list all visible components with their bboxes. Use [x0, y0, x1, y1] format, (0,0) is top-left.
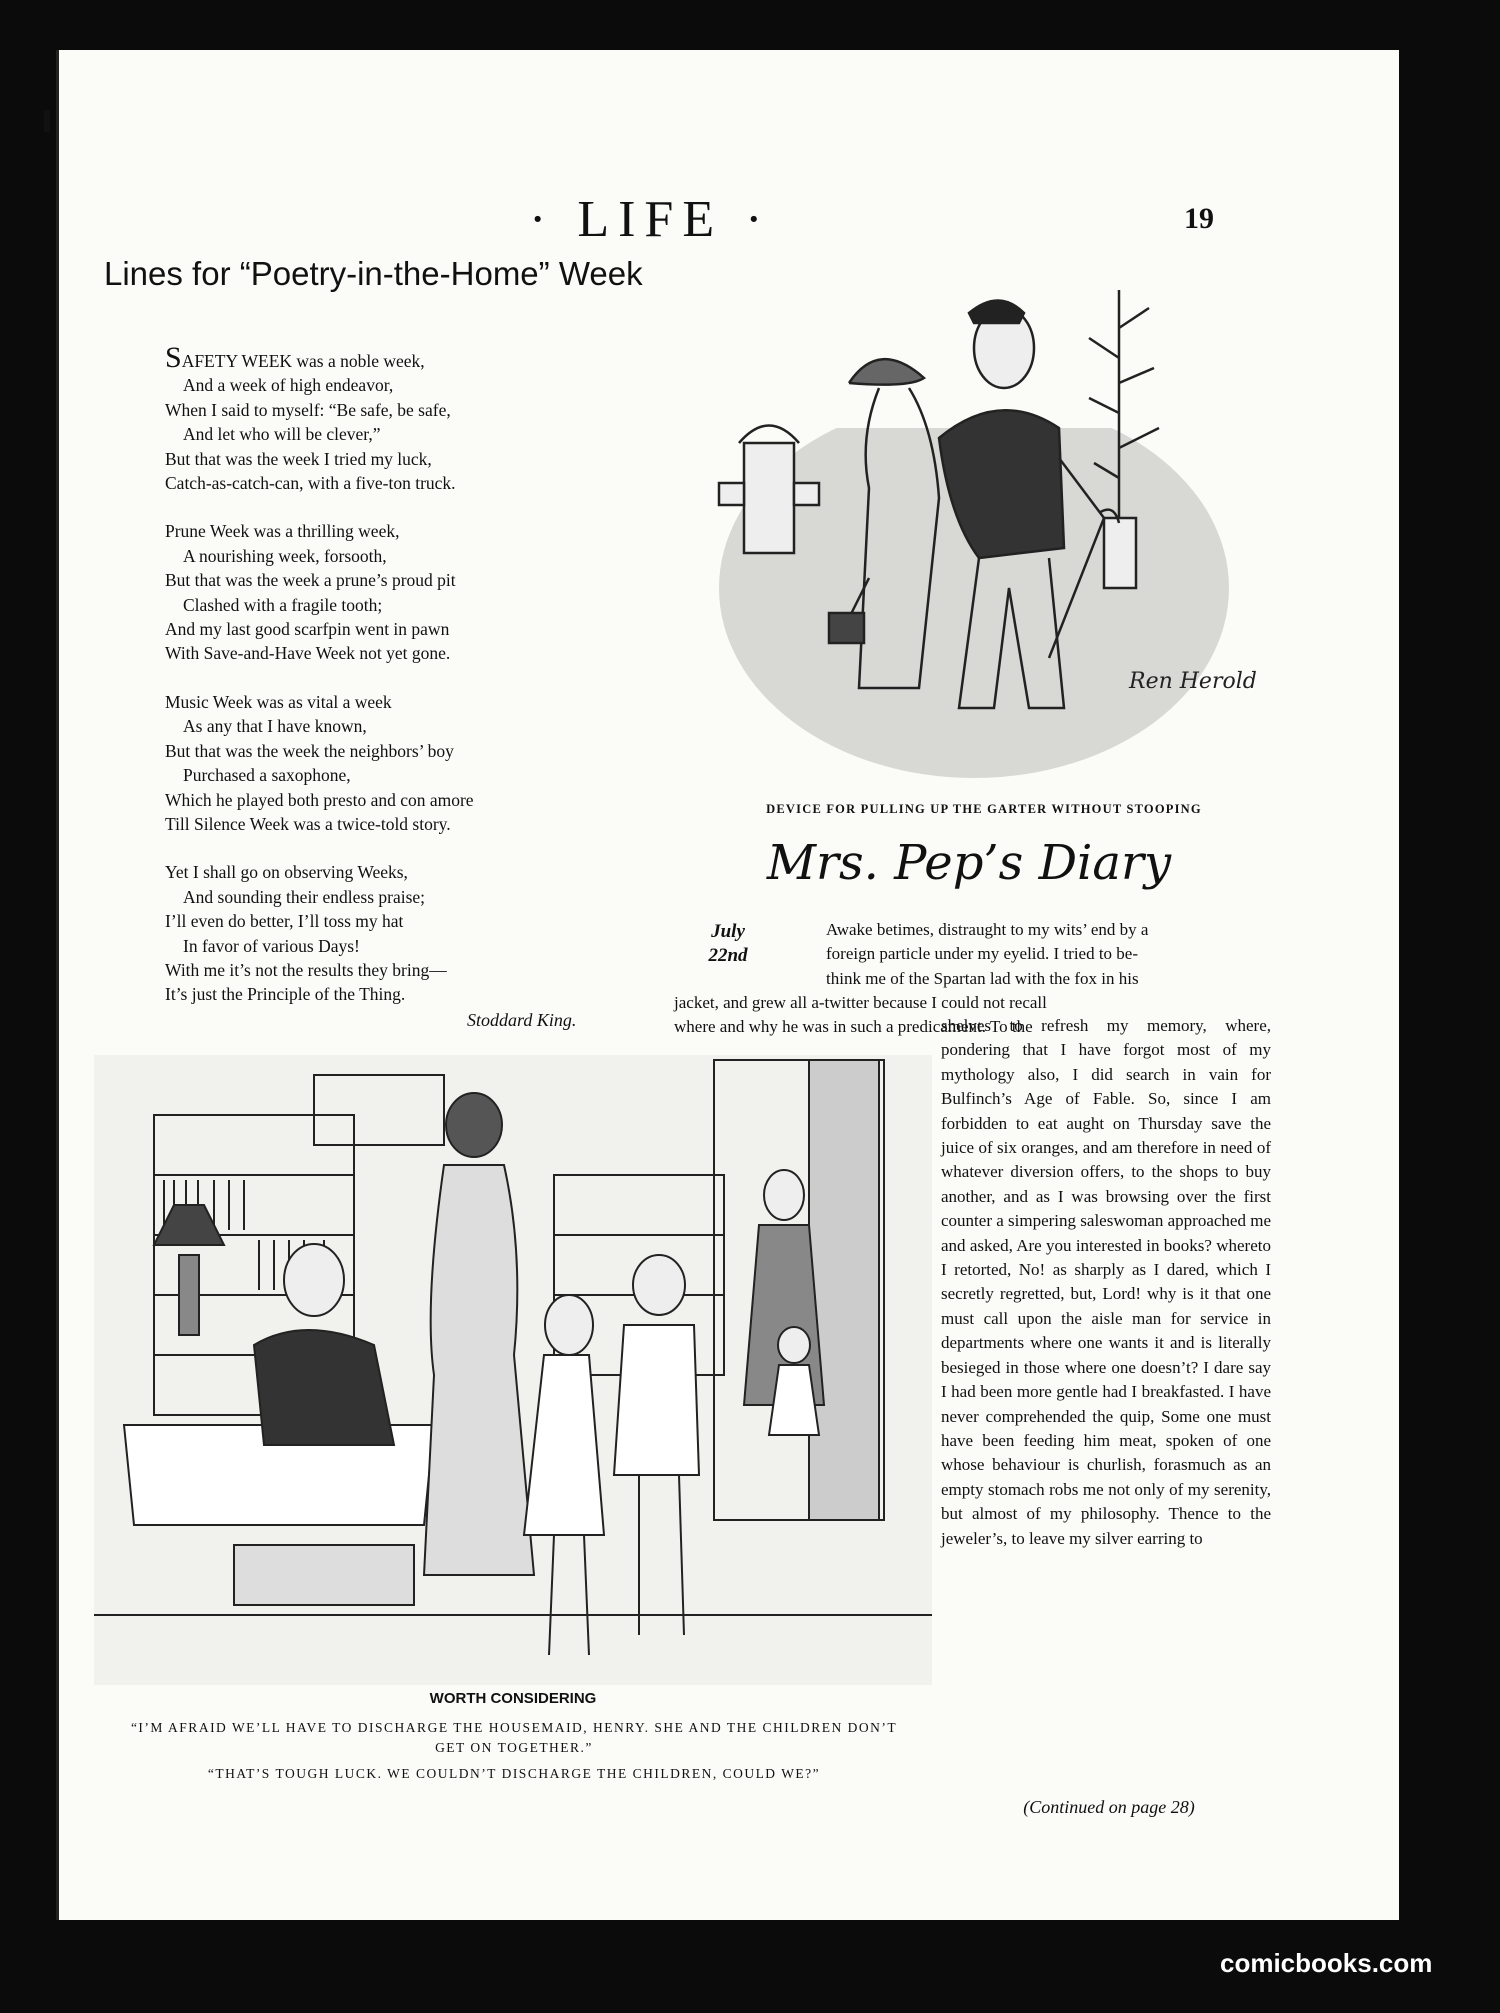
binding-mark — [44, 110, 50, 132]
poem-line: I’ll even do better, I’ll toss my hat — [165, 911, 404, 932]
continued-note: (Continued on page 28) — [1023, 1797, 1195, 1817]
poem-line: But that was the week a prune’s proud pit — [165, 570, 456, 591]
family-cartoon-illustration — [94, 1055, 932, 1685]
bottom-cartoon-caption — [114, 1718, 914, 1790]
poem-line: As any that I have known, — [183, 716, 367, 737]
stanza — [165, 341, 685, 495]
poem-line: But that was the week the neighbors’ boy — [165, 740, 454, 761]
poem-line: It’s just the Principle of the Thing. — [165, 984, 406, 1005]
caption-line: “I’M AFRAID WE’LL HAVE TO DISCHARGE THE HOUSEMAID, HENRY. SHE AND THE CHILDREN DON’T GET ON TOGETHER.” — [130, 1720, 898, 1755]
poem-line: A nourishing week, forsooth, — [183, 545, 387, 566]
stanza — [165, 690, 685, 836]
poem-line: With me it’s not the results they bring— — [165, 959, 447, 980]
diary-line: Awake betimes, distraught to my wits’ end by a — [826, 920, 1149, 939]
date-month: July — [711, 921, 745, 942]
poem-line: Prune Week was a thrilling week, — [165, 521, 400, 542]
poem-title: Lines for “Poetry-in-the-Home” Week — [104, 255, 643, 292]
poem-line: Purchased a saxophone, — [183, 765, 351, 786]
stanza — [165, 860, 685, 1006]
poem-line: But that was the week I tried my luck, — [165, 448, 432, 469]
poem-line: Catch-as-catch-can, with a five-ton truck. — [165, 473, 456, 494]
stanza — [165, 519, 685, 665]
caption-line: “THAT’S TOUGH LUCK. WE COULDN’T DISCHARGE THE CHILDREN, COULD WE?” — [207, 1766, 821, 1781]
poem-line: Music Week was as vital a week — [165, 691, 392, 712]
site-watermark: comicbooks.com — [1220, 1948, 1433, 1978]
top-cartoon-caption: DEVICE FOR PULLING UP THE GARTER WITHOUT STOOPING — [766, 802, 1202, 816]
poem-line: Till Silence Week was a twice-told story. — [165, 813, 451, 834]
poem-line: Which he played both presto and con amore — [165, 789, 474, 810]
poem-line: SAFETY WEEK was a noble week, — [165, 341, 425, 374]
poem-line: Clashed with a fragile tooth; — [183, 594, 383, 615]
bottom-cartoon-title: WORTH CONSIDERING — [429, 1690, 597, 1707]
page-number: 19 — [1184, 202, 1214, 235]
masthead: · LIFE · — [529, 191, 772, 248]
diary-body: shelves to refresh my memory, where, pondering that I have forgot most of my mythology also, I did search in vain for Bulfinch’s Age of Fable. So, since I am forbidden to eat aught on Thursday save the juice of six oranges, and am therefore in need of whatever diversion offers, to the shops to buy another, and as I was browsing over the first counter a simpering saleswoman approached me and asked, Are you interested in books? whereto I retorted, No! as sharply as I dared, which I secretly regretted, but, Lord! why is it that one must call upon the aisle man for service in departments where one wants it and is literally besieged in those where one doesn’t? I dare say I had been more gentle had I breakfasted. I have never comprehended the quip, Some one must have been feeding him meat, spoken of one whose behaviour is churlish, forasmuch as an empty stomach robs me not only of my serenity, but almost of my philosophy. Thence to the jeweler’s, to leave my silver earring to — [941, 1016, 1271, 1548]
poem-line: Yet I shall go on observing Weeks, — [165, 862, 408, 883]
diary-line: think me of the Spartan lad with the fox in his — [826, 968, 1139, 988]
poem-line: When I said to myself: “Be safe, be safe, — [165, 399, 451, 420]
garter-cartoon-illustration — [709, 288, 1257, 798]
poem-author: Stoddard King. — [467, 1010, 577, 1030]
drop-cap: S — [165, 341, 182, 374]
poem-line: With Save-and-Have Week not yet gone. — [165, 643, 451, 664]
poem-line: And my last good scarfpin went in pawn — [165, 619, 450, 640]
page-header — [59, 190, 1399, 260]
poem-line: And sounding their endless praise; — [183, 886, 426, 907]
diary-line: foreign particle under my eyelid. I tried to be- — [826, 944, 1139, 964]
poem-line: And a week of high endeavor, — [183, 375, 394, 396]
magazine-page — [56, 50, 1399, 1920]
diary-line: jacket, and grew all a-twitter because I could not recall — [674, 992, 1047, 1012]
poem-line: And let who will be clever,” — [183, 424, 381, 445]
poem-body — [165, 341, 685, 1031]
artist-signature: Ren Herold — [1129, 669, 1257, 694]
poem-line: In favor of various Days! — [183, 935, 360, 956]
date-day: 22nd — [708, 945, 748, 966]
diary-title: Mrs. Pep’s Diary — [766, 835, 1172, 891]
diary-line: where and why he was in such a predicament. To the — [674, 1017, 1033, 1037]
